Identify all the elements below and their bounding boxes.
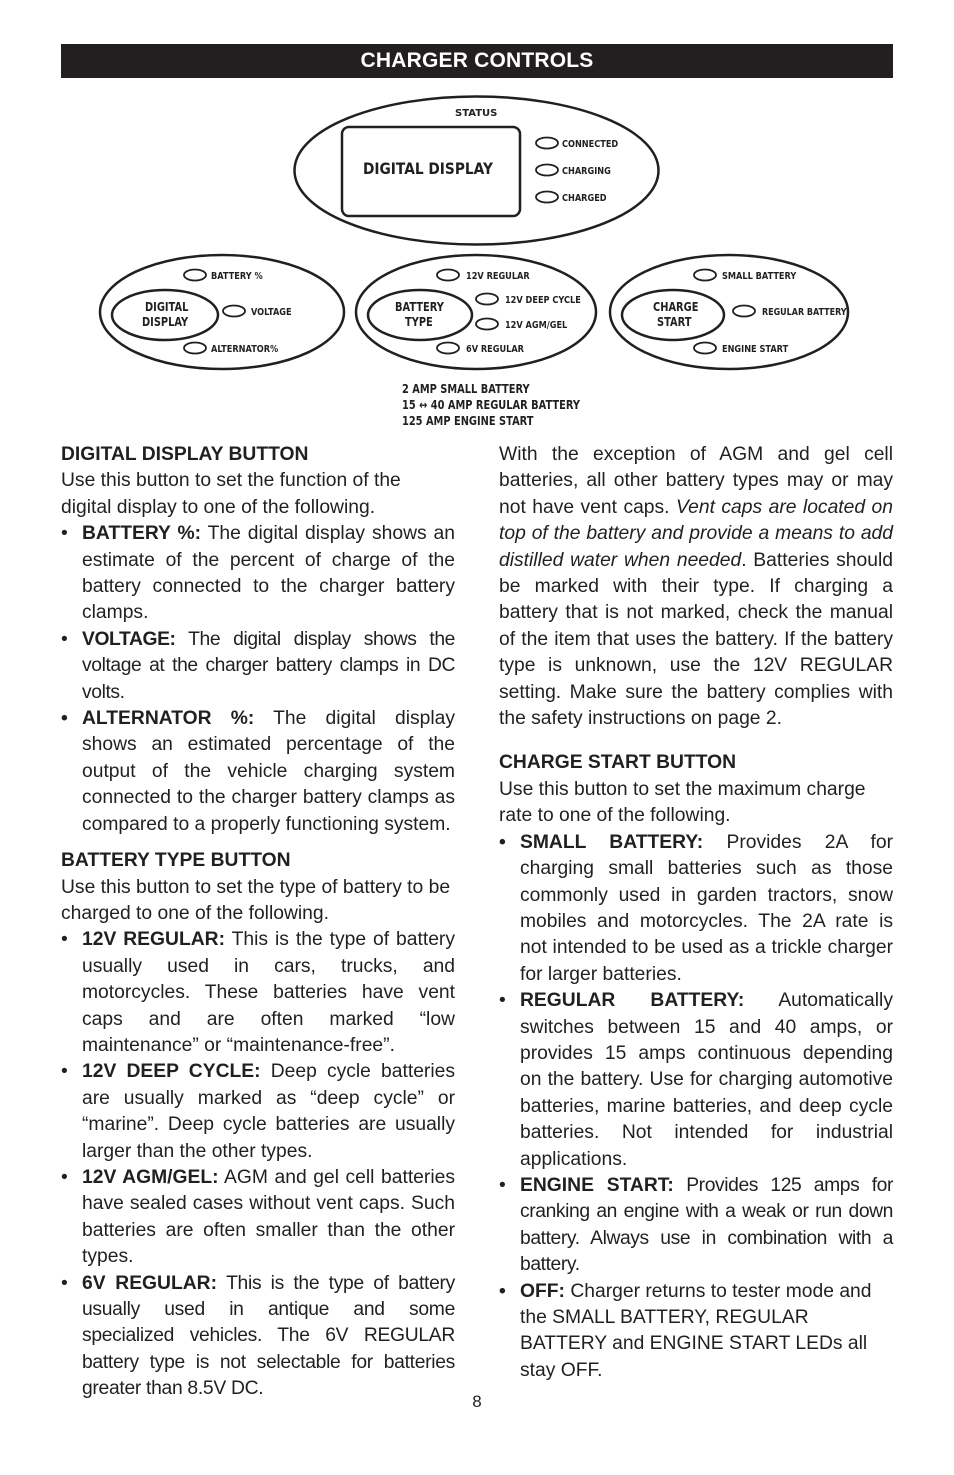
list-item: • 6V REGULAR: This is the type of battery usually used in antique and some specialized vehicles. The 6V REGULAR battery type is not selectable for batteries greater than 8.5V DC. xyxy=(61,1272,455,1400)
6v-regular-label: 6V REGULAR xyxy=(466,344,524,356)
digital-display-label: DIGITAL DISPLAY xyxy=(363,158,493,179)
list-item: • 12V REGULAR: This is the type of battery usually used in cars, trucks, and motorcycles. These batteries have vent caps and are often marked “low maintenance” or “maintenance-free”. xyxy=(61,929,455,1056)
charge-start-button-label-2: START xyxy=(657,315,692,330)
list-item: • 12V AGM/GEL: AGM and gel cell batteries have sealed cases without vent caps. Such batteries are often smaller than the other types. xyxy=(61,1166,455,1268)
12v-deep-cycle-led xyxy=(476,294,498,305)
digital-display-list xyxy=(61,521,455,838)
connected-led xyxy=(536,138,558,149)
status-title: STATUS xyxy=(455,108,498,119)
charged-label: CHARGED xyxy=(562,193,607,205)
rate-engine: 125 AMP ENGINE START xyxy=(402,414,534,429)
12v-deep-cycle-label: 12V DEEP CYCLE xyxy=(505,295,581,307)
rate-regular: 15 ↔ 40 AMP REGULAR BATTERY xyxy=(402,398,581,413)
digital-display-intro: Use this button to set the function of the digital display to one of the following. xyxy=(61,470,401,518)
12v-agm-gel-led xyxy=(476,319,498,330)
battery-percent-led xyxy=(184,270,206,281)
list-item: • REGULAR BATTERY: Automatically switches between 15 and 40 amps, or provides 15 amps continuous depending on the battery. Use for charging automotive batteries, marine batteries, and deep cycle batteries. Not intended for industrial applications. xyxy=(499,990,893,1170)
regular-battery-led xyxy=(733,306,755,317)
battery-type-heading: BATTERY TYPE BUTTON xyxy=(61,850,291,872)
list-item: • 12V DEEP CYCLE: Deep cycle batteries are usually marked as “deep cycle” or “marine”. Deep cycle batteries are usually larger than the other types. xyxy=(61,1061,455,1162)
vent-caps-paragraph: With the exception of AGM and gel cell batteries, all other battery types may or may not have vent caps. Vent caps are located on top of the battery and provide a means to add distilled water when needed. Batteries should be marked with their type. If charging a battery that is not marked, check the manual of the item that uses the battery. If the battery type is unknown, use the 12V REGULAR setting. Make sure the battery complies with the safety instructions on page 2. xyxy=(499,444,894,730)
connected-label: CONNECTED xyxy=(562,139,619,151)
battery-type-button-label-1: BATTERY xyxy=(395,300,444,315)
12v-regular-label: 12V REGULAR xyxy=(466,271,530,283)
right-column xyxy=(499,442,893,1384)
6v-regular-led xyxy=(437,343,459,354)
charging-label: CHARGING xyxy=(562,166,611,178)
charge-start-button-panel xyxy=(610,255,848,369)
list-item: • OFF: Charger returns to tester mode and the SMALL BATTERY, REGULAR BATTERY and ENGINE START LEDs all stay OFF. xyxy=(499,1280,872,1381)
digital-display-button-label-1: DIGITAL xyxy=(145,300,189,315)
left-column xyxy=(61,442,455,1403)
digital-display-button-label-2: DISPLAY xyxy=(142,315,189,330)
alternator-led xyxy=(184,343,206,354)
battery-type-button-panel xyxy=(356,255,596,369)
section-title: CHARGER CONTROLS xyxy=(360,49,594,72)
voltage-led xyxy=(223,306,245,317)
regular-battery-label: REGULAR BATTERY xyxy=(762,307,847,319)
list-item: • VOLTAGE: The digital display shows the voltage at the charger battery clamps in DC volts. xyxy=(61,628,455,703)
charge-start-heading: CHARGE START BUTTON xyxy=(499,752,737,774)
charging-led xyxy=(536,165,558,176)
small-battery-led xyxy=(694,270,716,281)
charge-start-intro: Use this button to set the maximum charge rate to one of the following. xyxy=(499,778,866,827)
12v-agm-gel-label: 12V AGM/GEL xyxy=(505,320,568,332)
charged-led xyxy=(536,192,558,203)
battery-type-list xyxy=(61,927,455,1402)
charge-rate-legend xyxy=(402,382,581,428)
digital-display-heading: DIGITAL DISPLAY BUTTON xyxy=(61,444,309,465)
digital-display-button-panel xyxy=(100,255,344,369)
charge-start-list xyxy=(499,830,893,1385)
engine-start-label: ENGINE START xyxy=(722,344,789,356)
battery-percent-label: BATTERY % xyxy=(211,271,263,283)
battery-type-button-label-2: TYPE xyxy=(405,315,433,330)
list-item: • ENGINE START: Provides 125 amps for cranking an engine with a weak or run down battery. Always use in combination with a battery. xyxy=(499,1174,893,1276)
engine-start-led xyxy=(694,343,716,354)
status-panel xyxy=(295,97,659,245)
list-item: • SMALL BATTERY: Provides 2A for charging small batteries such as those commonly used in garden tractors, snow mobiles and motorcycles. The 2A rate is not intended to be used as a trickle charger for larger batteries. xyxy=(499,831,893,985)
alternator-label: ALTERNATOR% xyxy=(211,344,279,356)
voltage-label: VOLTAGE xyxy=(251,307,292,319)
charger-controls-diagram xyxy=(0,0,954,440)
rate-small: 2 AMP SMALL BATTERY xyxy=(402,382,530,397)
list-item: • ALTERNATOR %: The digital display shows an estimated percentage of the output of the vehicle charging system connected to the charger battery clamps as compared to a properly functioning system. xyxy=(61,708,455,835)
page-number: 8 xyxy=(472,1392,482,1411)
list-item: • BATTERY %: The digital display shows an estimate of the percent of charge of the battery connected to the charger battery clamps. xyxy=(61,523,456,624)
small-battery-label: SMALL BATTERY xyxy=(722,271,797,283)
battery-type-intro: Use this button to set the type of battery to be charged to one of the following. xyxy=(61,876,451,924)
charge-start-button-label-1: CHARGE xyxy=(653,300,699,315)
12v-regular-led xyxy=(437,270,459,281)
